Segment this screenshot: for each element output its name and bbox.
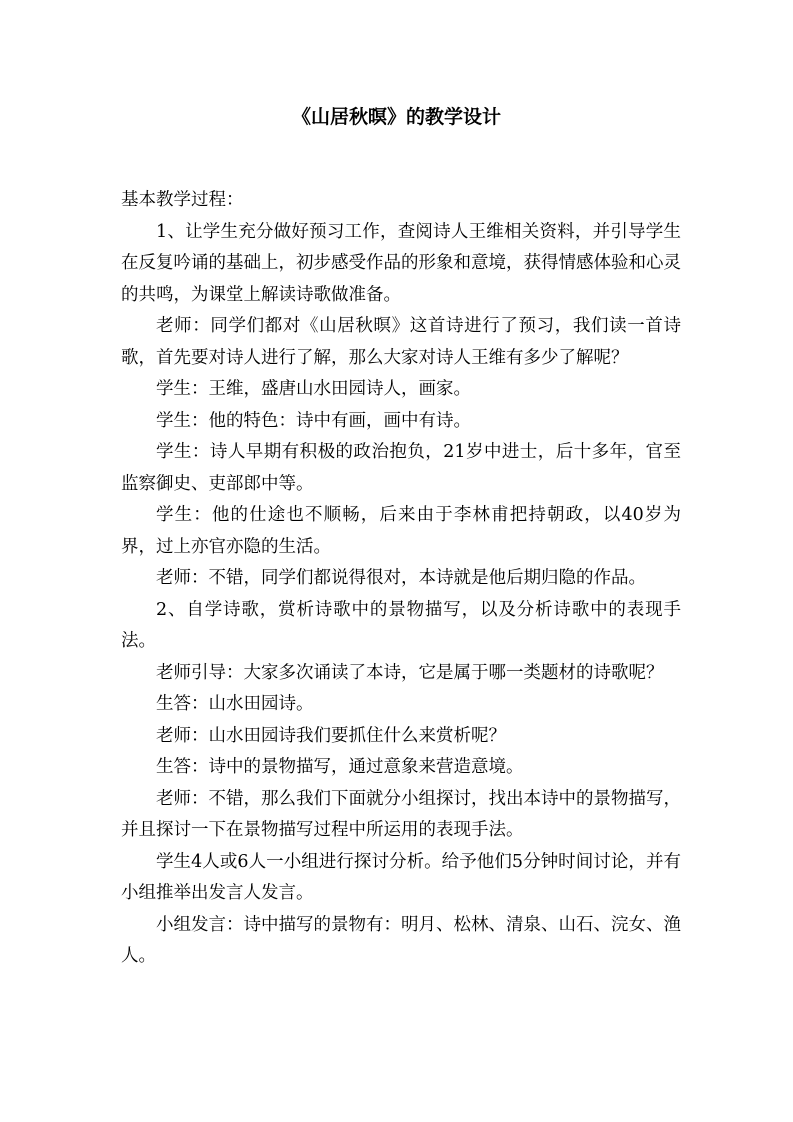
paragraph: 学生：王维，盛唐山水田园诗人，画家。 (156, 379, 471, 399)
paragraph: 小组发言：诗中描写的景物有：明月、松林、清泉、山石、浣女、渔人。 (121, 914, 681, 966)
paragraph: 老师：不错，那么我们下面就分小组探讨，找出本诗中的景物描写，并且探讨一下在景物描写过程中所运用的表现手法。 (121, 788, 681, 840)
paragraph: 1、让学生充分做好预习工作，查阅诗人王维相关资料，并引导学生在反复吟诵的基础上，初步感受作品的形象和意境，获得情感体验和心灵的共鸣，为课堂上解读诗歌做准备。 (121, 221, 681, 305)
section-heading: 基本教学过程： (121, 190, 244, 210)
paragraph: 学生：诗人早期有积极的政治抱负，21岁中进士，后十多年，官至监察御史、吏部郎中等。 (121, 442, 681, 494)
paragraph: 学生4人或6人一小组进行探讨分析。给予他们5分钟时间讨论，并有小组推举出发言人发言。 (121, 851, 681, 903)
paragraph: 老师引导：大家多次诵读了本诗，它是属于哪一类题材的诗歌呢？ (156, 662, 664, 683)
paragraph: 生答：山水田园诗。 (156, 694, 314, 714)
paragraph: 老师：山水田园诗我们要抓住什么来赏析呢？ (156, 725, 506, 746)
document-title: 《山居秋暝》的教学设计 (291, 106, 501, 128)
paragraph: 学生：他的特色：诗中有画，画中有诗。 (156, 410, 471, 431)
paragraph: 老师：不错，同学们都说得很对，本诗就是他后期归隐的作品。 (156, 568, 646, 588)
paragraph: 生答：诗中的景物描写，通过意象来营造意境。 (156, 757, 524, 777)
paragraph: 老师：同学们都对《山居秋暝》这首诗进行了预习，我们读一首诗歌，首先要对诗人进行了解，那么大家对诗人王维有多少了解呢？ (121, 316, 681, 368)
document-body (121, 185, 681, 973)
paragraph: 2、自学诗歌，赏析诗歌中的景物描写，以及分析诗歌中的表现手法。 (121, 599, 681, 651)
paragraph: 学生：他的仕途也不顺畅，后来由于李林甫把持朝政，以40岁为界，过上亦官亦隐的生活。 (121, 505, 681, 557)
